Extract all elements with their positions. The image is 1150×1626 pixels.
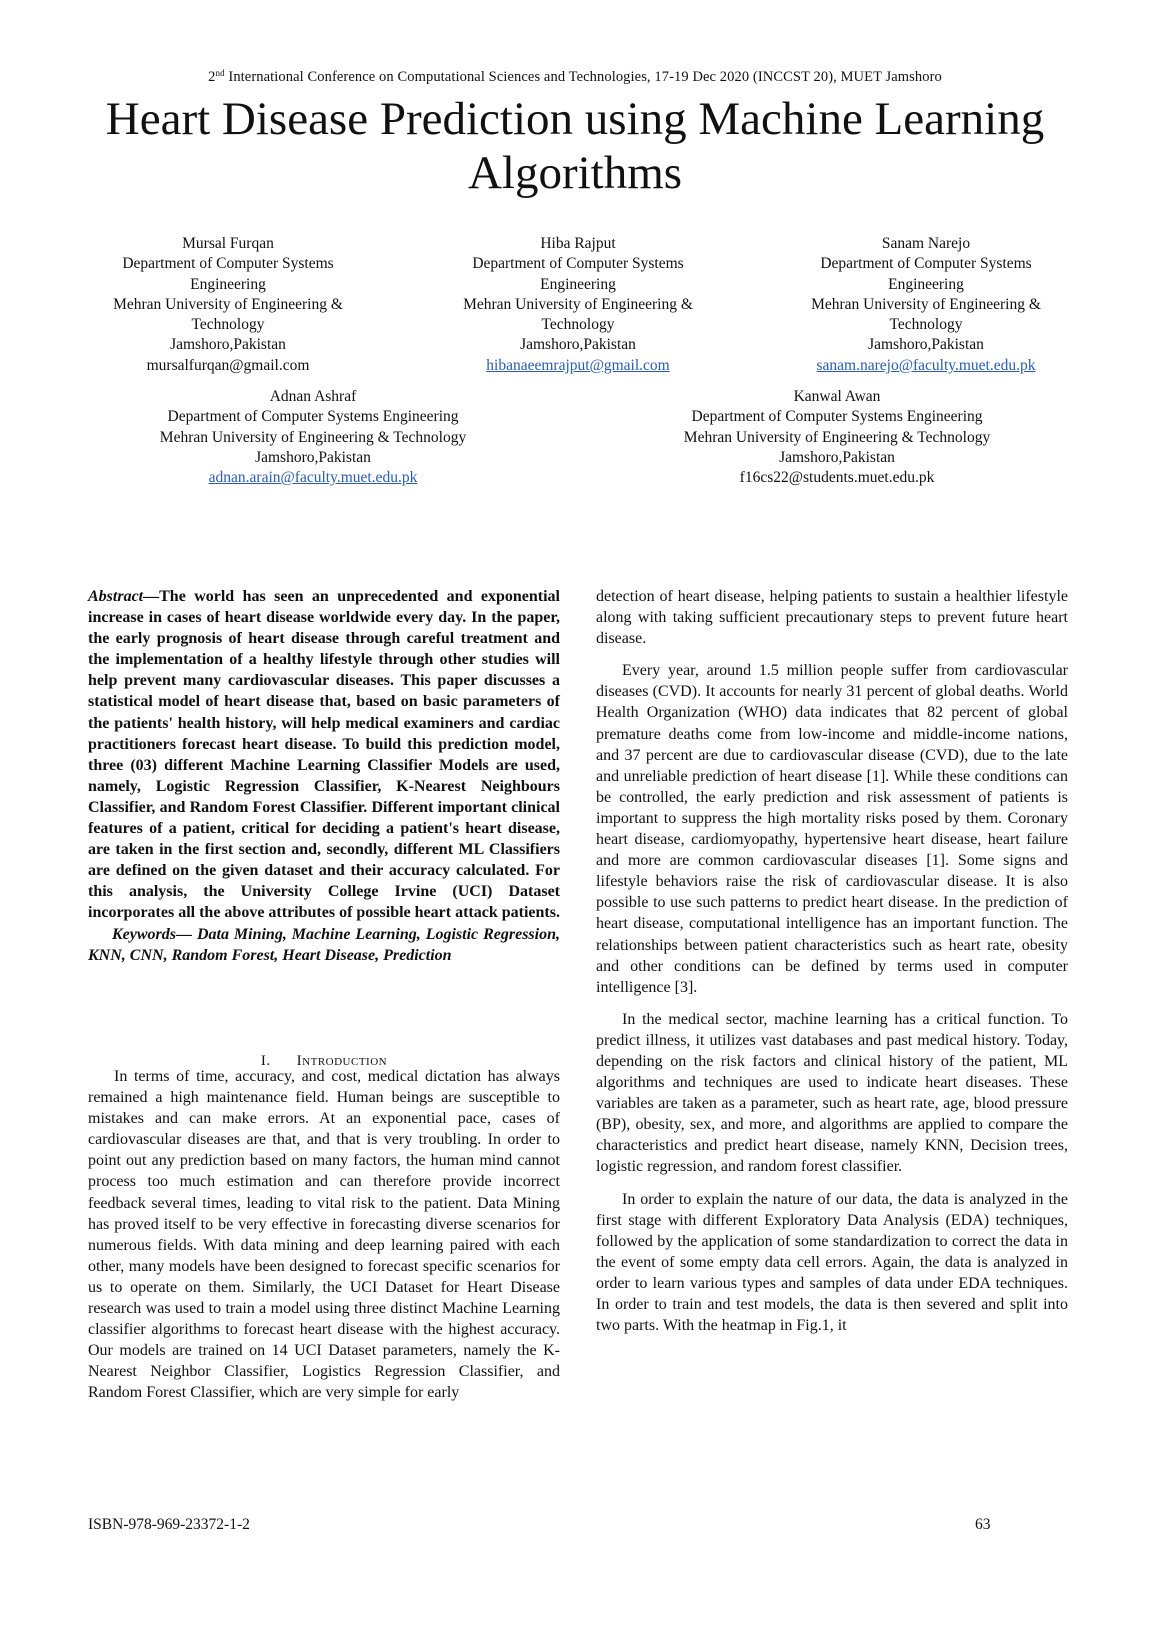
- author-block-5: [652, 387, 1022, 488]
- section-title: Introduction: [296, 1053, 388, 1069]
- section-number: I.: [260, 1053, 271, 1069]
- author-block-3: [776, 234, 1076, 376]
- author-univ: Mehran University of Engineering &: [463, 295, 693, 313]
- author-name: Kanwal Awan: [793, 388, 881, 405]
- author-block-4: [128, 387, 498, 488]
- body-paragraph: In terms of time, accuracy, and cost, medical dictation has always remained a high maintenance field. Human beings are susceptible to mistakes and can make errors. At an exponential pace, cases of cardiovascular diseases are that, and that is very troubling. In order to point out any prediction based on many factors, the human mind cannot process too much estimation and can therefore provide incorrect feedback several times, leading to vital risk to the patient. Data Mining has proved itself to be very effective in forecasting diverse scenarios for numerous fields. With data mining and deep learning paired with each other, many models have been designed to forecast specific scenarios for us to operate on them. Similarly, the UCI Dataset for Heart Disease research was used to train a model using three distinct Machine Learning classifier algorithms to forecast heart disease with the highest accuracy. Our models are trained on 14 UCI Dataset parameters, namely the K-Nearest Neighbor Classifier, Logistics Regression Classifier, and Random Forest Classifier, which are very simple for early: [88, 1068, 560, 1402]
- isbn-footer: ISBN-978-969-23372-1-2: [88, 1516, 250, 1533]
- author-city: Jamshoro,Pakistan: [255, 448, 371, 466]
- author-dept: Engineering: [540, 275, 616, 293]
- author-univ: Mehran University of Engineering & Technology: [159, 428, 467, 446]
- author-univ: Technology: [191, 316, 265, 334]
- right-column-body: [596, 586, 1068, 1347]
- conference-header: [0, 68, 1150, 86]
- body-paragraph: In order to explain the nature of our data, the data is analyzed in the first stage with different Exploratory Data Analysis (EDA) techniques, followed by the application of some standardization to correct the data in the event of some empty data cell errors. Again, the data is analyzed in order to learn various types and samples of data under EDA techniques. In order to train and test models, the data is then severed and split into two parts. With the heatmap in Fig.1, it: [596, 1190, 1068, 1335]
- body-paragraph: Every year, around 1.5 million people suffer from cardiovascular diseases (CVD). It accounts for nearly 31 percent of global deaths. World Health Organization (WHO) data indicates that 82 percent of global premature deaths come from low-income and middle-income nations, and 37 percent are due to cardiovascular disease (CVD), due to the late and unreliable prediction of heart disease [1]. While these conditions can be controlled, the early prediction and risk assessment of patients is important to suppress the high mortality risks posed by them. Coronary heart disease, cardiomyopathy, hypertensive heart disease, heart failure and more are common cardiovascular diseases [1]. Some signs and lifestyle behaviors raise the risk of cardiovascular disease. It is also possible to use such patterns to predict heart disease. In the prediction of heart disease, computational intelligence has an important function. The relationships between patient characteristics such as heart rate, obesity and other conditions can be defined by terms used in computer intelligence [3].: [596, 662, 1068, 996]
- body-paragraph: detection of heart disease, helping patients to sustain a healthier lifestyle along with taking sufficient precautionary steps to prevent future heart disease.: [596, 588, 1068, 648]
- abstract-text: —The world has seen an unprecedented and exponential increase in cases of heart disease worldwide every day. In the paper, the early prognosis of heart disease through careful treatment and the implementation of a healthy lifestyle through other studies will help prevent many cardiovascular diseases. This paper discusses a statistical model of heart disease that, based on basic parameters of the patients' health history, will help medical examiners and cardiac practitioners forecast heart disease. To build this prediction model, three (03) different Machine Learning Classifier Models are used, namely, Logistic Regression Classifier, K-Nearest Neighbours Classifier, and Random Forest Classifier. Different important clinical features of a patient, critical for deciding a patient's heart disease, are taken in the first section and, secondly, different ML Classifiers are defined on the given dataset and their accuracy calculated. For this analysis, the University College Irvine (UCI) Dataset incorporates all the above attributes of possible heart attack patients.: [88, 588, 560, 922]
- keywords-label: Keywords: [112, 925, 176, 943]
- author-univ: Technology: [541, 316, 615, 334]
- abstract-label: Abstract: [88, 588, 144, 605]
- author-city: Jamshoro,Pakistan: [779, 448, 895, 466]
- keywords-text: — Data Mining, Machine Learning, Logistic Regression, KNN, CNN, Random Forest, Heart Disease, Prediction: [88, 925, 560, 964]
- author-email-link[interactable]: hibanaeemrajput@gmail.com: [486, 356, 670, 374]
- author-email: f16cs22@students.muet.edu.pk: [739, 469, 935, 487]
- paper-title: Heart Disease Prediction using Machine Learning Algorithms: [105, 93, 1045, 199]
- author-dept: Department of Computer Systems Engineering: [691, 408, 983, 426]
- author-dept: Department of Computer Systems: [820, 255, 1032, 273]
- author-city: Jamshoro,Pakistan: [170, 336, 286, 354]
- author-dept: Engineering: [190, 275, 266, 293]
- author-dept: Department of Computer Systems: [122, 255, 334, 273]
- author-email: mursalfurqan@gmail.com: [146, 356, 310, 374]
- author-dept: Department of Computer Systems: [472, 255, 684, 273]
- author-univ: Technology: [889, 316, 963, 334]
- author-dept: Department of Computer Systems Engineering: [167, 408, 459, 426]
- conference-name: International Conference on Computational Sciences and Technologies, 17-19 Dec 2020 (INCCST 20), MUET Jamshoro: [224, 69, 942, 85]
- author-name: Adnan Ashraf: [269, 388, 357, 405]
- author-email-link[interactable]: adnan.arain@faculty.muet.edu.pk: [208, 469, 418, 487]
- author-univ: Mehran University of Engineering &: [113, 295, 343, 313]
- abstract-paragraph: [88, 586, 560, 924]
- page-number: 63: [975, 1516, 991, 1533]
- author-name: Mursal Furqan: [182, 235, 274, 252]
- author-city: Jamshoro,Pakistan: [520, 336, 636, 354]
- author-univ: Mehran University of Engineering &: [811, 295, 1041, 313]
- author-univ: Mehran University of Engineering & Technology: [683, 428, 991, 446]
- author-dept: Engineering: [888, 275, 964, 293]
- author-name: Hiba Rajput: [540, 235, 616, 252]
- author-name: Sanam Narejo: [881, 235, 971, 252]
- author-email-link[interactable]: sanam.narejo@faculty.muet.edu.pk: [816, 356, 1036, 374]
- author-city: Jamshoro,Pakistan: [868, 336, 984, 354]
- keywords-paragraph: [88, 924, 560, 966]
- left-column-body: [88, 1066, 560, 1415]
- author-block-2: [428, 234, 728, 376]
- ordinal: 2: [208, 69, 216, 85]
- body-paragraph: In the medical sector, machine learning has a critical function. To predict illness, it utilizes vast databases and past medical history. Today, depending on the risk factors and clinical history of the patient, ML algorithms and techniques are used to indicate heart diseases. These variables are taken as a parameter, such as heart rate, age, blood pressure (BP), obesity, sex, and more, and algorithms are applied to compare the characteristics and predict heart disease, namely KNN, Decision trees, logistic regression, and random forest classifier.: [596, 1010, 1068, 1176]
- ordinal-suffix: nd: [215, 68, 225, 78]
- author-block-1: [78, 234, 378, 376]
- abstract-section: [88, 586, 560, 966]
